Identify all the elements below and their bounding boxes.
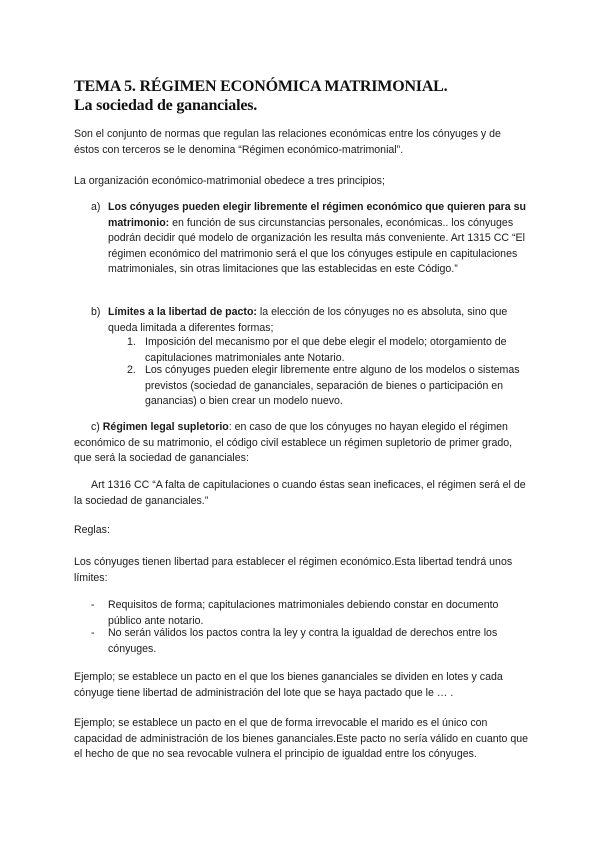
title-line-1: TEMA 5. RÉGIMEN ECONÓMICA MATRIMONIAL.	[74, 78, 448, 95]
principle-a-marker: a)	[91, 201, 101, 213]
title-line-2: La sociedad de gananciales.	[74, 97, 258, 114]
principle-b-item-1: Imposición del mecanismo por el que debe elegir el modelo; otorgamiento de capitulaciones matrimoniales ante Notario.	[145, 336, 507, 364]
principle-b	[108, 305, 528, 336]
rule-1-marker: -	[91, 599, 95, 611]
principle-c	[74, 420, 529, 467]
principle-b-item-2: Los cónyuges pueden elegir libremente entre alguno de los modelos o sistemas previstos (sociedad de gananciales, separación de bienes o participación en ganancias) o bien crear un modelo nuevo.	[145, 364, 520, 408]
principle-c-marker: c)	[91, 421, 100, 433]
principle-a	[108, 200, 528, 278]
principle-a-heading: Los cónyuges pueden elegir libremente el régimen económico que quieren para su matrimonio:	[108, 201, 526, 229]
principle-b-marker: b)	[91, 306, 101, 318]
principle-b-item-1-marker: 1.	[127, 336, 136, 348]
page-title	[74, 77, 447, 115]
principle-c-heading: Régimen legal supletorio	[102, 421, 229, 433]
rule-1: Requisitos de forma; capitulaciones matrimoniales debiendo constar en documento público ante notario.	[108, 599, 499, 627]
principle-b-item-2-marker: 2.	[127, 364, 136, 376]
example-2: Ejemplo; se establece un pacto en el que de forma irrevocable el marido es el único con capacidad de administración de los bienes gananciales.Este pacto no sería válido en cuanto que el hecho de que no sea revocable vulnera el principio de igualdad entre los cónyuges.	[74, 717, 529, 761]
rules-intro: Los cónyuges tienen libertad para establecer el régimen económico.Esta libertad tendrá unos límites:	[74, 556, 513, 584]
rules-heading: Reglas:	[74, 524, 110, 536]
principle-b-heading: Límites a la libertad de pacto:	[108, 306, 257, 318]
example-1: Ejemplo; se establece un pacto en el que los bienes gananciales se dividen en lotes y cada cónyuge tiene libertad de administración del lote que se haya pactado que le … .	[74, 671, 503, 699]
definition-paragraph: Son el conjunto de normas que regulan las relaciones económicas entre los cónyuges y de éstos con terceros se le denomina “Régimen económico-matrimonial”.	[74, 128, 501, 156]
principle-c-text: : en caso de que los cónyuges no hayan elegido el régimen económico de su matrimonio, el código civil establece un régimen supletorio de primer grado, que será la sociedad de gananciales:	[74, 421, 513, 465]
principle-b-text: la elección de los cónyuges no es absoluta, sino que queda limitada a diferentes formas;	[108, 306, 508, 334]
principle-a-text: en función de sus circunstancias personales, económicas.. los cónyuges podrán decidir qué modelo de organización les resulta más conveniente. Art 1315 CC “El régimen económico del matrimonio será el que los cónyuges estipule en capitulaciones matrimoniales, sin otras limitaciones que las establecidas en este Código.”	[108, 216, 525, 276]
rule-2-marker: -	[91, 627, 95, 639]
rule-2: No serán válidos los pactos contra la ley y contra la igualdad de derechos entre los cónyuges.	[108, 627, 498, 655]
article-1316-quote: Art 1316 CC “A falta de capitulaciones o cuando éstas sean ineficaces, el régimen será el de la sociedad de gananciales.”	[74, 479, 526, 507]
principles-intro: La organización económico-matrimonial obedece a tres principios;	[74, 175, 385, 187]
